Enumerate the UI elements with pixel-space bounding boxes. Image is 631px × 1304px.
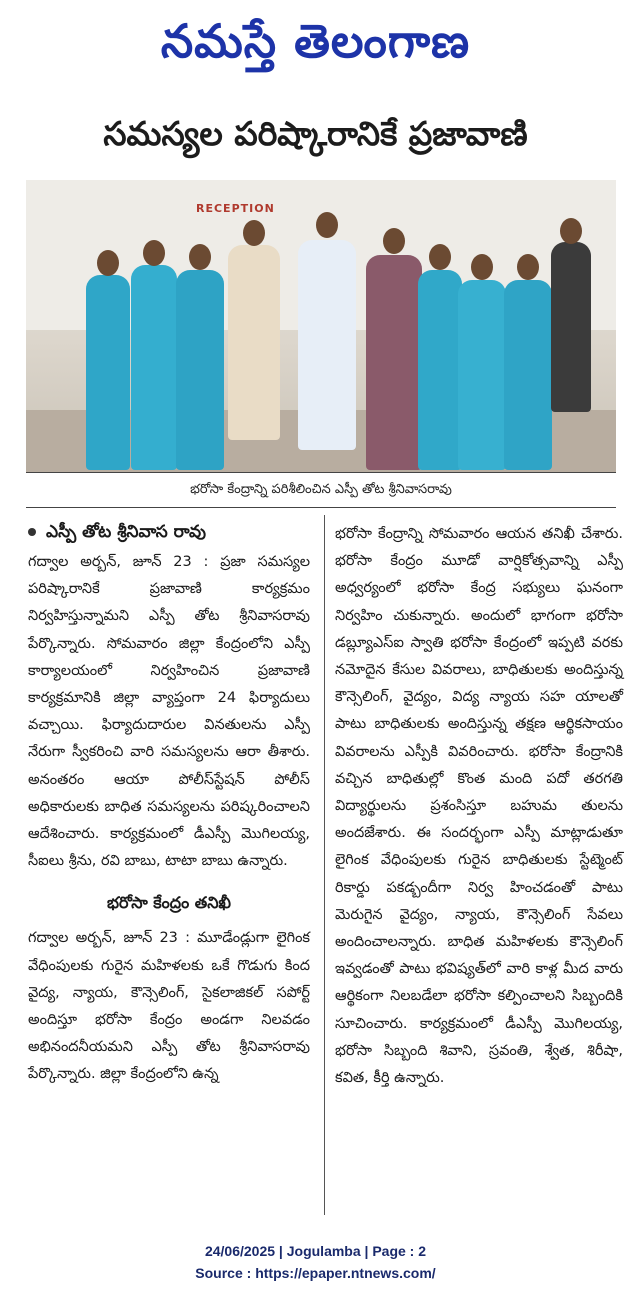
photo-head	[517, 254, 539, 280]
photo-head	[471, 254, 493, 280]
photo-caption: భరోసా కేంద్రాన్ని పరిశీలించిన ఎస్పీ తోట శ్రీనివాసరావు	[26, 472, 616, 508]
article-paragraph: గద్వాల అర్బన్, జూన్ 23 : ప్రజా సమస్యల పరిష్కారానికే ప్రజావాణి కార్యక్రమం నిర్వహిస్తున్నామని ఎస్పీ తోట శ్రీనివాసరావు పేర్కొన్నారు. సోమవారం జిల్లా కేంద్రంలోని ఎస్పీ కార్యాలయంలో నిర్వహించిన ప్రజావాణి కార్యక్రమానికి జిల్లా వ్యాప్తంగా 24 ఫిర్యాదులు వచ్చాయి. ఫిర్యాదుదారుల వినతులను ఎస్పీ నేరుగా స్వీకరించి వారి సమస్యలను ఆరా తీశారు. అనంతరం ఆయా పోలీస్‌స్టేషన్ పోలీస్ అధికారులకు బాధిత సమస్యలను పరిష్కరించాలని ఆదేశించారు. కార్యక్రమంలో డీఎస్పీ మొగిలయ్య, సీఐలు శ్రీను, రవి బాబు, టాటా బాబు ఉన్నారు.	[28, 554, 310, 870]
column-divider	[324, 515, 325, 1215]
page-footer	[0, 1240, 631, 1284]
photo-head	[383, 228, 405, 254]
photo-head	[189, 244, 211, 270]
byline-text: ఎస్పీ తోట శ్రీనివాస రావు	[46, 522, 206, 542]
newspaper-masthead	[0, 10, 631, 72]
bullet-icon	[28, 528, 36, 536]
footer-edition-line: 24/06/2025 | Jogulamba | Page : 2	[204, 1243, 427, 1259]
photo-person	[366, 255, 422, 470]
photo-person	[228, 245, 280, 440]
photo-head	[429, 244, 451, 270]
photo-head	[316, 212, 338, 238]
photo-person	[504, 280, 552, 470]
article-column-right	[335, 521, 623, 1092]
article-headline: సమస్యల పరిష్కారానికే ప్రజావాణి	[103, 114, 528, 153]
photo-person	[458, 280, 506, 470]
footer-source-line: Source : https://epaper.ntnews.com/	[195, 1265, 436, 1281]
photo-head	[560, 218, 582, 244]
article-paragraph: భరోసా కేంద్రాన్ని సోమవారం ఆయన తనిఖీ చేశారు. భరోసా కేంద్రం మూడో వార్షికోత్సవాన్ని ఎస్పీ అధ్వర్యంలో భరోసా కేంద్ర సభ్యులు ఘనంగా నిర్వహిం చుకున్నారు. అందులో భాగంగా భరోసా డబ్ల్యూఎస్ఐ స్వాతి భరోసా కేంద్రంలో ఇప్పటి వరకు నమోదైన కేసుల వివరాలు, బాధితులకు అందిస్తున్న కౌన్సెలింగ్, వైద్యం, విద్య న్యాయ సహ యాలతో పాటు బాధితులకు అందిస్తున్న తక్షణ ఆర్థికసాయం వివరాలను ఎస్పీకి వివరించారు. భరోసా కేంద్రానికి వచ్చిన బాధితుల్లో కొంత మంది పదో తరగతి విద్యార్థులను ప్రశంసిస్తూ బహుమ తులను అందజేశారు. ఈ సందర్భంగా ఎస్పీ మాట్లాడుతూ లైగింక వేధింపులకు గురైన బాధితులకు స్టేట్మెంట్ రికార్డు పకడ్బందీగా నిర్వ హించడంతో పాటు మెరుగైన వైద్యం, న్యాయ, కౌన్సెలింగ్ సేవలు అందించాలన్నారు. బాధిత మహిళలకు కౌన్సెలింగ్ ఇవ్వడంతో పాటు భవిష్యత్‌లో వారి కాళ్ల మీద వారు ఆర్థికంగా నిలబడేలా భరోసా కల్పించాలని సిబ్బందికి సూచించారు. కార్యక్రమంలో డీఎస్పీ మొగిలయ్య, భరోసా సిబ్బంది శివాని, స్రవంతి, శ్వేత, శిరీషా, కవిత, కీర్తి ఉన్నారు.	[335, 526, 623, 1087]
photo-person	[551, 242, 591, 412]
masthead-title: నమస్తే తెలంగాణ	[160, 14, 471, 68]
photo-person	[418, 270, 462, 470]
photo-person	[298, 240, 356, 450]
article-byline	[28, 515, 310, 549]
article-paragraph: గద్వాల అర్బన్, జూన్ 23 : మూడేండ్లుగా లైగింక వేధింపులకు గురైన మహిళలకు ఒకే గొడుగు కింద వైద్య, న్యాయ, కౌన్సెలింగ్, సైకలాజికల్ సపోర్ట్ అందిస్తూ భరోసా కేంద్రం అండగా నిలవడం అభినందనీయమని ఎస్పీ తోట శ్రీనివాసరావు పేర్కొన్నారు. జిల్లా కేంద్రంలోని ఉన్న	[28, 930, 310, 1083]
photo-head	[97, 250, 119, 276]
photo-person	[86, 275, 130, 470]
photo-head	[243, 220, 265, 246]
photo-reception-sign: RECEPTION	[196, 202, 275, 215]
photo-person	[176, 270, 224, 470]
article-column-left	[28, 515, 310, 1089]
photo-head	[143, 240, 165, 266]
photo-person	[131, 265, 177, 470]
article-subheading: భరోసా కేంద్రం తనిఖీ	[107, 893, 231, 913]
article-photo	[26, 180, 616, 472]
